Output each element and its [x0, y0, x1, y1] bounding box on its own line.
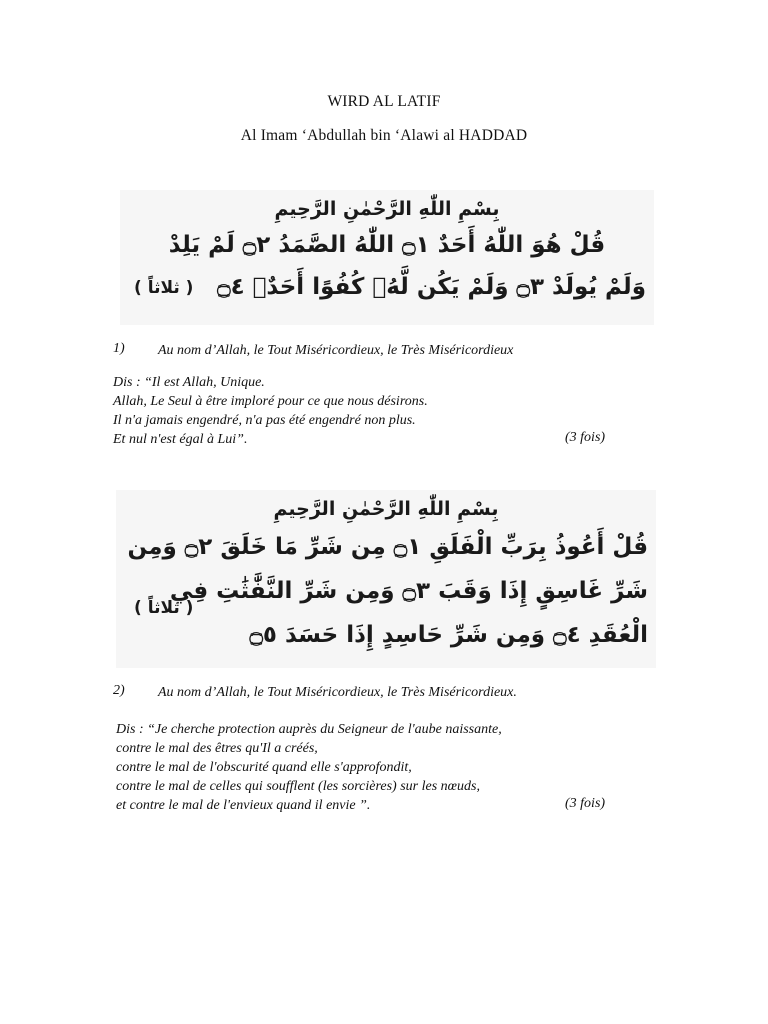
document-title: WIRD AL LATIF [327, 93, 441, 110]
repeat-badge: ( ثلاثاً ) [134, 278, 194, 298]
section-number: 1) [113, 341, 125, 356]
repeat-badge: ( ثلاثاً ) [134, 598, 194, 618]
arabic-verse-image-falaq [116, 490, 656, 668]
arabic-verse-line: وَلَمْ يُولَدْ ۝٣ وَلَمْ يَكُن لَّهُۥ كُفُوًا أَحَدٌۢ ۝٤ [217, 274, 646, 300]
translation-line: contre le mal des êtres qu'Il a créés, [116, 741, 318, 756]
arabic-verse-line: قُلْ هُوَ اللّٰهُ أَحَدٌ ۝١ اللّٰهُ الصَّمَدُ ۝٢ لَمْ يَلِدْ [168, 232, 606, 258]
section-heading: Au nom d’Allah, le Tout Miséricordieux, le Très Miséricordieux [158, 343, 514, 358]
basmala: بِسْمِ اللّٰهِ الرَّحْمٰنِ الرَّحِيمِ [273, 498, 499, 520]
translation-line: Dis : “Je cherche protection auprès du Seigneur de l'aube naissante, [116, 722, 502, 737]
section-heading: Au nom d’Allah, le Tout Miséricordieux, le Très Miséricordieux. [158, 685, 517, 700]
translation-line: Et nul n'est égal à Lui”. [113, 432, 248, 447]
translation-line: contre le mal de celles qui soufflent (les sorcières) sur les nœuds, [116, 779, 480, 794]
repeat-count: (3 fois) [565, 430, 606, 445]
translation-line: Il n'a jamais engendré, n'a pas été engendré non plus. [113, 413, 416, 428]
translation-line: contre le mal de l'obscurité quand elle s'approfondit, [116, 760, 412, 775]
section-number: 2) [113, 683, 125, 698]
translation-line: Dis : “Il est Allah, Unique. [113, 375, 265, 390]
translation-line: et contre le mal de l'envieux quand il envie ”. [116, 798, 371, 813]
arabic-verse-image-ikhlas [120, 190, 654, 325]
basmala: بِسْمِ اللّٰهِ الرَّحْمٰنِ الرَّحِيمِ [274, 198, 500, 220]
document-author: Al Imam ‘Abdullah bin ‘Alawi al HADDAD [240, 127, 528, 144]
arabic-verse-line: شَرِّ غَاسِقٍ إِذَا وَقَبَ ۝٣ وَمِن شَرِّ النَّفَّٰثَٰتِ فِي [169, 578, 648, 604]
repeat-count: (3 fois) [565, 796, 606, 811]
translation-line: Allah, Le Seul à être imploré pour ce que nous désirons. [113, 394, 428, 409]
arabic-verse-line: قُلْ أَعُوذُ بِرَبِّ الْفَلَقِ ۝١ مِن شَرِّ مَا خَلَقَ ۝٢ وَمِن [127, 534, 648, 560]
arabic-verse-line: الْعُقَدِ ۝٤ وَمِن شَرِّ حَاسِدٍ إِذَا حَسَدَ ۝٥ [249, 622, 648, 648]
